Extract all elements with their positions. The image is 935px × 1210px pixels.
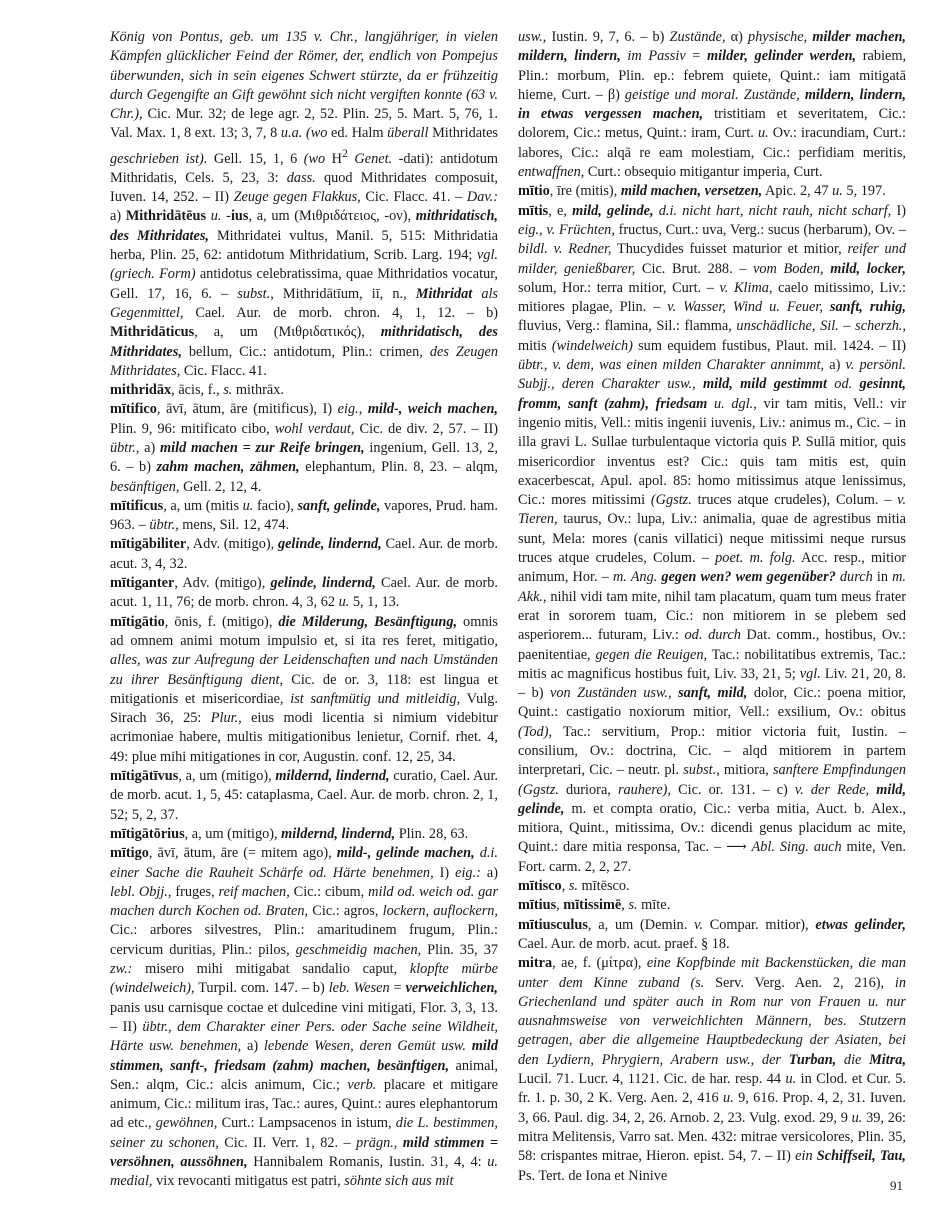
entry: mītigātio, ōnis, f. (mitigo), die Milderung, Besänftigung, omnis ad omnem animi motum impulsio et, si ita res feret, mitigatio, alles, was zur Aufregung der Leidenschaften und nach Umständen zu ihrer Besänftigung dient, Cic. de or. 3, 118: est lingua et mitigationis et misericordiae, ist sanftmütig und mitleidig, Vulg. Sirach 36, 25: Plur., eius modi licentia si nimium videbitur acrimoniae habere, multis mitigationibus lenietur, Cornif. rhet. 4, 49: plue mihi mitigationes in cor, Augustin. conf. 12, 25, 34.: [110, 613, 499, 765]
entry: mītifico, āvī, ātum, āre (mitificus), I) eig., mild-, weich machen, Plin. 9, 96: mitificato cibo, wohl verdaut, Cic. de div. 2, 57. – II) übtr., a) mild machen = zur Reife bringen, ingenium, Gell. 13, 2, 6. – b) zahm machen, zähmen, elephantum, Plin. 8, 23. – alqm, besänftigen, Gell. 2, 12, 4.: [110, 401, 498, 495]
entry: mithridāx, ācis, f., s. mithrāx.: [110, 382, 284, 399]
entry: mītiusculus, a, um (Demin. v. Compar. mitior), etwas gelinder, Cael. Aur. de morb. acut. praef. § 18.: [518, 916, 907, 952]
entry: mītigo, āvī, ātum, āre (= mitem ago), mild-, gelinde machen, d.i. einer Sache die Rauheit Schärfe od. Härte benehmen, I) eig.: a) lebl. Objj., fruges, reif machen, Cic.: cibum, mild od. weich od. gar machen durch Kochen od. Braten, Cic.: agros, lockern, auflockern, Cic.: arbores silvestres, Plin.: amaritudinem frugum, Plin.: cervicum duritias, Plin.: pilos, geschmeidig machen, Plin. 35, 37 zw.: misero mihi mitigabat sandalio caput, klopfte mürbe (windelweich), Turpil. com. 147. – b) leb. Wesen = verweichlichen, panis usu carnisque coctae et dulcedine vini mitigati, Flor. 3, 3, 13. – II) übtr., dem Charakter einer Pers. oder Sache seine Wildheit, Härte usw. benehmen, a) lebende Wesen, deren Gemüt usw. mild stimmen, sanft-, friedsam (zahm) machen, besänftigen, animal, Sen.: alqm, Cic.: alcis animum, Cic.; verb. placare et mitigare animum, Cic.: militum iras, Tac.: aures, Quint.: aures elephantorum ad etc., gewöhnen, Curt.: Lampsacenos in istum, die L. bestimmen, seiner zu schonen, Cic. II. Verr. 1, 82. – prägn., mild stimmen = versöhnen, aussöhnen, Hannibalem Romanis, Iustin. 31, 4, 4: u. medial, vix revocanti mitigatus est patri, söhnte sich aus mit: [110, 845, 499, 1190]
page-number: 91: [890, 1178, 903, 1193]
entry: mītio, īre (mitis), mild machen, versetzen, Apic. 2, 47 u. 5, 197.: [518, 183, 886, 200]
left-column: [110, 28, 498, 1192]
entry: mītis, e, mild, gelinde, d.i. nicht hart, nicht rauh, nicht scharf, I) eig., v. Früchten, fructus, Curt.: uva, Verg.: sucus (herbarum), Ov. – bildl. v. Redner, Thucydides fuisset maturior et mitior, reifer und milder, genießbarer, Cic. Brut. 288. – vom Boden, mild, locker, solum, Hor.: terra mitior, Curt. – v. Klima, caelo mitissimo, Liv.: mitiores plagae, Plin. – v. Wasser, Wind u. Feuer, sanft, ruhig, fluvius, Verg.: flamina, Sil.: flamma, unschädliche, Sil. – scherzh., mitis (windelweich) sum equidem fustibus, Plaut. mil. 1424. – II) übtr., v. dem, was einen milden Charakter annimmt, a) v. persönl. Subjj., deren Charakter usw., mild, mild gestimmt od. gesinnt, fromm, sanft (zahm), friedsam u. dgl., vir tam mitis, Vell.: vir ingenio mitis, Vell.: mitis ingenii iuvenis, Liv.: animus m., Cic. – in illa gravi L. Sullae turbulentaque victoria quis P. Sullā mitior, quis misericordior inventus est? Cic.: quis tam mitis est, quin exacerbescat, Apul. apol. 85: homo mitissimus atque lenissimus, Cic.: mores mitissimi (Ggstz. truces atque crudeles), Colum. – v. Tieren, taurus, Ov.: lupa, Liv.: animalia, quae de agrestibus mitia sunt, Mela: mores (canis villatici) neque mitissimi neque rursus truces atque crudeles, Colum. – poet. m. folg. Acc. resp., mitior animum, Hor. – m. Ang. gegen wen? wem gegenüber? durch in m. Akk., nihil vidi tam mite, nihil tam placatum, quam tum meus frater erat in sororem tuam, Cic.: non mitiorem in se plebem sed asperiorem... futuram, Liv.: od. durch Dat. comm., hostibus, Ov.: paenitentiae, gegen die Reuigen, Tac.: nobilitatibus extremis, Tac.: mitis ac magnificus hostibus fuit, Liv. 33, 21, 5; vgl. Liv. 21, 20, 8. – b) von Zuständen usw., sanft, mild, dolor, Cic.: poena mitior, Quint.: castigatio noxiorum mitior, Vell.: exsilium, Ov.: obitus (Tod), Tac.: servitium, Prop.: mitior victoria fuit, Iustin. – consilium, Ov.: doctrina, Cic. – alqd mitiorem in partem interpretari, Cic. – neutr. pl. subst., mitiora, sanftere Empfindungen (Ggstz. duriora, rauhere), Cic. or. 131. – c) v. der Rede, mild, gelinde, m. et compta oratio, Cic.: verba mitia, Auct. b. Alex., mitiora, Quint., mitissima, Ov.: dicendi genus placidum ac mite, Quint.: dare mitia responsa, Tac. – ⟶ Abl. Sing. auch mite, Ven. Fort. carm. 2, 2, 27.: [518, 202, 907, 875]
entry: mītius, mītissimē, s. mīte.: [518, 897, 671, 914]
entry: mītificus, a, um (mitis u. facio), sanft, gelinde, vapores, Prud. ham. 963. – übtr., mens, Sil. 12, 474.: [110, 497, 499, 534]
entry: usw., Iustin. 9, 7, 6. – b) Zustände, α) physische, milder machen, mildern, lindern, im Passiv = milder, gelinder werden, rabiem, Plin.: morbum, Plin. ep.: febrem quiete, Quint.: iam mitigatā hieme, Curt. – β) geistige und moral. Zustände, mildern, lindern, in etwas vergessen machen, tristitiam et severitatem, Cic.: dolorem, Cic.: metus, Quint.: iram, Curt. u. Ov.: iracundiam, Curt.: labores, Cic.: alqā re eam molestiam, Cic.: perfidiam meritis, entwaffnen, Curt.: obsequio mitigantur imperia, Curt.: [518, 29, 907, 181]
entry: mitra, ae, f. (μίτρα), eine Kopfbinde mit Backenstücken, die man unter dem Kinne zuband (s. Serv. Verg. Aen. 2, 216), in Griechenland und später auch in Rom nur von Frauen u. nur ausnahmsweise von verweichlichten Männern, bes. Stutzern getragen, aber die allgemeine Hauptbedeckung der Asiaten, bei den Lydiern, Phrygiern, Arabern usw., der Turban, die Mitra, Lucil. 71. Lucr. 4, 1121. Cic. de har. resp. 44 u. in Clod. et Cur. 5. fr. 1. p. 30, 2 K. Verg. Aen. 2, 416 u. 9, 616. Prop. 4, 2, 31. Iuven. 3, 66. Paul. dig. 34, 2, 26. Arnob. 2, 23. Vulg. exod. 29, 9 u. 39, 26: mitra Melitensis, Varro sat. Men. 432: mitrae versicolores, Plin. 35, 58: crispantes mitrae, Hieron. epist. 54, 7. – II) ein Schiffseil, Tau, Ps. Tert. de Iona et Ninive: [518, 955, 907, 1184]
entry: mītigātīvus, a, um (mitigo), mildernd, lindernd, curatio, Cael. Aur. de morb. acut. 1, 5, 45: cataplasma, Cael. Aur. de morb. chron. 2, 1, 52; 5, 2, 37.: [110, 768, 499, 823]
entry: mītisco, s. mītēsco.: [518, 878, 630, 895]
entry: mītiganter, Adv. (mitigo), gelinde, lindernd, Cael. Aur. de morb. acut. 1, 11, 76; de morb. chron. 4, 3, 62 u. 5, 1, 13.: [110, 575, 498, 611]
right-column: [518, 28, 906, 1186]
entry: mītigātōrius, a, um (mitigo), mildernd, lindernd, Plin. 28, 63.: [110, 825, 469, 842]
entry: mītigābiliter, Adv. (mitigo), gelinde, lindernd, Cael. Aur. de morb. acut. 3, 4, 32.: [110, 536, 498, 572]
entry: König von Pontus, geb. um 135 v. Chr., langjähriger, in vielen Kämpfen glücklicher Feind der Römer, der, endlich von Pompejus überwunden, sich in sein eigenes Schwert stürzte, da er frühzeitig durch Gegengifte an Gift gewöhnt sich nicht vergiften konnte (63 v. Chr.), Cic. Mur. 32; de lege agr. 2, 52. Plin. 25, 5. Mart. 5, 76, 1. Val. Max. 1, 8 ext. 13; 3, 7, 8 u.a. (wo ed. Halm überall Mithridates geschrieben ist). Gell. 15, 1, 6 (wo $H^2$ Genet. -dati): antidotum Mithridatis, Cels. 5, 23, 3: dass. quod Mithridates composuit, Iuven. 14, 252. – II) Zeuge gegen Flakkus, Cic. Flacc. 41. – Dav.: a) Mithridātēus u. -ius, a, um (Μιθριδάτειος, -ον), mithridatisch, des Mithridates, Mithridatei vultus, Manil. 5, 515: Mithridatia herba, Plin. 25, 62: antidotum Mithridatium, Scrib. Larg. 194; vgl. (griech. Form) antidotus celebratissima, quae Mithridatios vocatur, Gell. 17, 16, 6. – subst., Mithridātīum, iī, n., Mithridat als Gegenmittel, Cael. Aur. de morb. chron. 4, 1, 12. – b) Mithridāticus, a, um (Μιθριδατικός), mithridatisch, des Mithridates, bellum, Cic.: antidotum, Plin.: crimen, des Zeugen Mithridates, Cic. Flacc. 41.: [110, 29, 499, 379]
